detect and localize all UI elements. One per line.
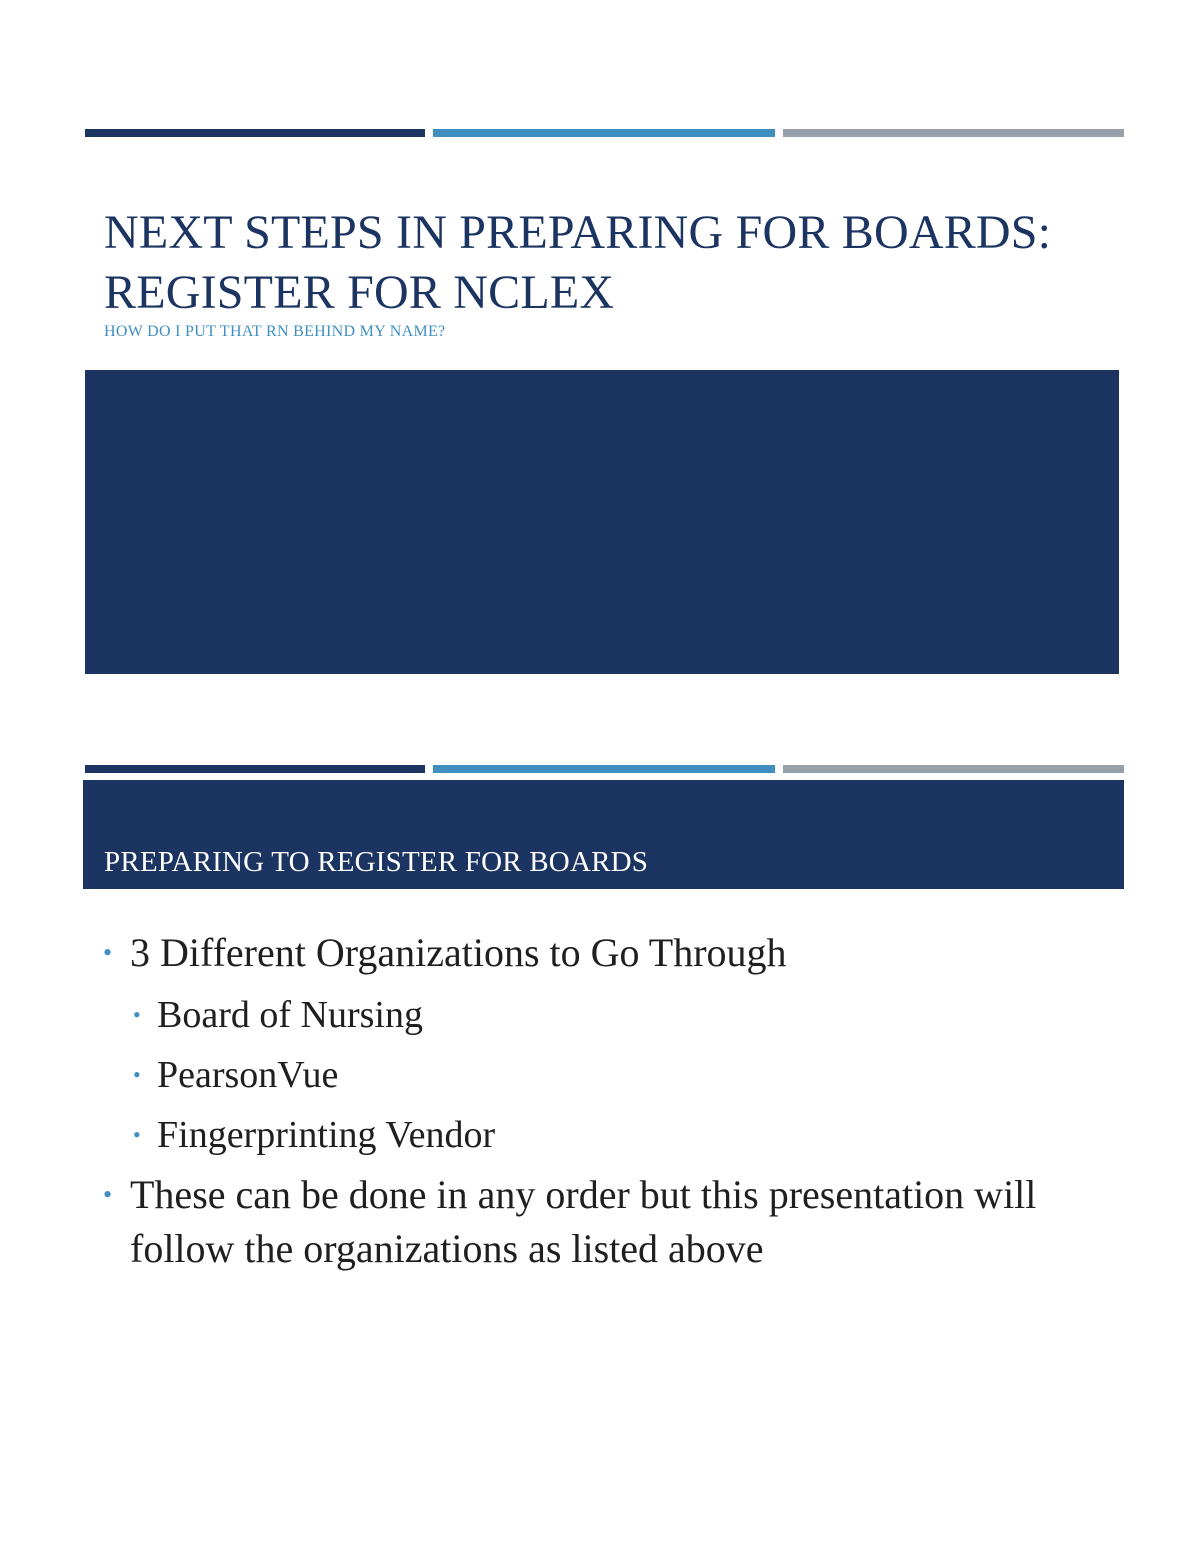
accent-bar-navy <box>85 129 425 137</box>
accent-bars-second-slide <box>85 765 1124 773</box>
slide-subtitle: HOW DO I PUT THAT RN BEHIND MY NAME? <box>104 323 446 340</box>
section-header <box>83 780 1124 889</box>
slide-title <box>104 203 1164 323</box>
accent-bar-gray <box>783 765 1124 773</box>
bullet-item <box>103 1168 1090 1276</box>
bullet-item <box>103 926 787 980</box>
accent-bar-blue <box>433 765 775 773</box>
bullet-text: 3 Different Organizations to Go Through <box>130 930 787 975</box>
section-header-title: PREPARING TO REGISTER FOR BOARDS <box>104 846 649 878</box>
accent-bar-gray <box>783 129 1124 137</box>
slide-title-line-2: REGISTER FOR NCLEX <box>104 266 615 319</box>
slide-title-line-1: NEXT STEPS IN PREPARING FOR BOARDS: <box>104 206 1052 259</box>
bullet-text: Fingerprinting Vendor <box>157 1114 496 1156</box>
bullet-dot-icon: • <box>133 1122 141 1147</box>
bullet-text: These can be done in any order but this presentation will follow the organizations as listed above <box>130 1172 1037 1271</box>
bullet-text: Board of Nursing <box>157 994 423 1036</box>
accent-bar-navy <box>85 765 425 773</box>
bullet-dot-icon: • <box>103 1180 113 1209</box>
bullet-text: PearsonVue <box>157 1054 339 1096</box>
bullet-dot-icon: • <box>103 938 113 967</box>
accent-bar-blue <box>433 129 775 137</box>
accent-bars-top <box>85 129 1124 137</box>
bullet-dot-icon: • <box>133 1002 141 1027</box>
sub-bullet-item <box>133 1108 496 1162</box>
bullet-dot-icon: • <box>133 1062 141 1087</box>
sub-bullet-item <box>133 1048 339 1102</box>
title-panel <box>85 370 1119 674</box>
sub-bullet-item <box>133 988 423 1042</box>
